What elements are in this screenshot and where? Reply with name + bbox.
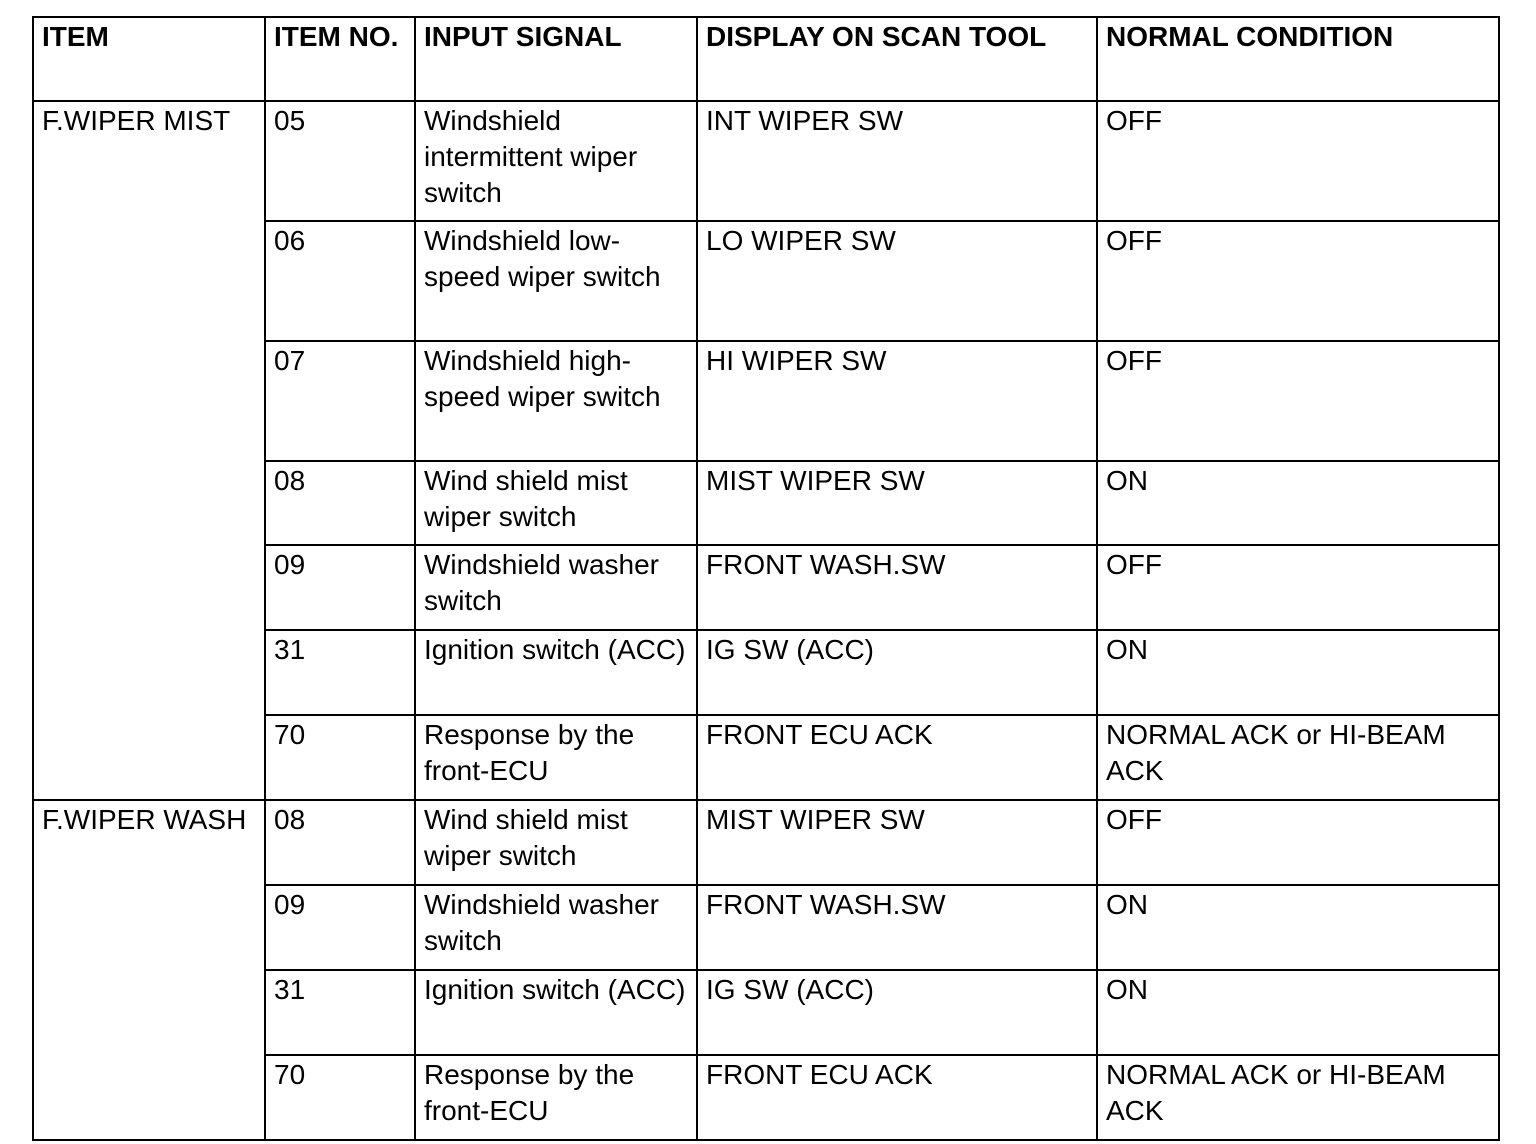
normal-condition-cell: OFF: [1097, 341, 1499, 461]
normal-condition-cell: ON: [1097, 461, 1499, 545]
display-cell: IG SW (ACC): [697, 970, 1097, 1055]
display-cell: HI WIPER SW: [697, 341, 1097, 461]
normal-condition-cell: OFF: [1097, 545, 1499, 630]
display-cell: MIST WIPER SW: [697, 800, 1097, 885]
item-no-cell: 09: [265, 885, 415, 970]
normal-condition-cell: ON: [1097, 630, 1499, 715]
normal-condition-cell: OFF: [1097, 101, 1499, 221]
display-cell: IG SW (ACC): [697, 630, 1097, 715]
display-cell: MIST WIPER SW: [697, 461, 1097, 545]
table-header-row: [33, 17, 1499, 101]
input-signal-cell: Windshield washer switch: [415, 885, 697, 970]
display-cell: FRONT ECU ACK: [697, 1055, 1097, 1140]
normal-condition-cell: OFF: [1097, 800, 1499, 885]
item-no-cell: 31: [265, 970, 415, 1055]
item-no-cell: 05: [265, 101, 415, 221]
item-no-cell: 70: [265, 715, 415, 800]
display-cell: FRONT WASH.SW: [697, 885, 1097, 970]
normal-condition-cell: OFF: [1097, 221, 1499, 341]
table-row: [33, 101, 1499, 221]
header-input-signal: INPUT SIGNAL: [415, 17, 697, 101]
input-signal-cell: Windshield washer switch: [415, 545, 697, 630]
item-no-cell: 70: [265, 1055, 415, 1140]
header-display-on-scan-tool: DISPLAY ON SCAN TOOL: [697, 17, 1097, 101]
input-signal-cell: Windshield high-speed wiper switch: [415, 341, 697, 461]
group-item-cell: F.WIPER MIST: [33, 101, 265, 800]
item-no-cell: 06: [265, 221, 415, 341]
header-item-no: ITEM NO.: [265, 17, 415, 101]
display-cell: LO WIPER SW: [697, 221, 1097, 341]
input-signal-cell: Windshield intermittent wiper switch: [415, 101, 697, 221]
input-signal-cell: Wind shield mist wiper switch: [415, 461, 697, 545]
item-no-cell: 31: [265, 630, 415, 715]
input-signal-cell: Windshield low-speed wiper switch: [415, 221, 697, 341]
input-signal-cell: Ignition switch (ACC): [415, 630, 697, 715]
item-no-cell: 07: [265, 341, 415, 461]
display-cell: FRONT ECU ACK: [697, 715, 1097, 800]
item-no-cell: 08: [265, 461, 415, 545]
normal-condition-cell: ON: [1097, 885, 1499, 970]
item-no-cell: 08: [265, 800, 415, 885]
table-row: [33, 800, 1499, 885]
normal-condition-cell: NORMAL ACK or HI-BEAM ACK: [1097, 1055, 1499, 1140]
header-normal-condition: NORMAL CONDITION: [1097, 17, 1499, 101]
input-signal-cell: Ignition switch (ACC): [415, 970, 697, 1055]
input-signal-cell: Response by the front-ECU: [415, 1055, 697, 1140]
header-item: ITEM: [33, 17, 265, 101]
normal-condition-cell: ON: [1097, 970, 1499, 1055]
input-signal-cell: Wind shield mist wiper switch: [415, 800, 697, 885]
scan-tool-data-table: [32, 16, 1500, 1141]
display-cell: INT WIPER SW: [697, 101, 1097, 221]
group-item-cell: F.WIPER WASH: [33, 800, 265, 1140]
normal-condition-cell: NORMAL ACK or HI-BEAM ACK: [1097, 715, 1499, 800]
input-signal-cell: Response by the front-ECU: [415, 715, 697, 800]
item-no-cell: 09: [265, 545, 415, 630]
display-cell: FRONT WASH.SW: [697, 545, 1097, 630]
